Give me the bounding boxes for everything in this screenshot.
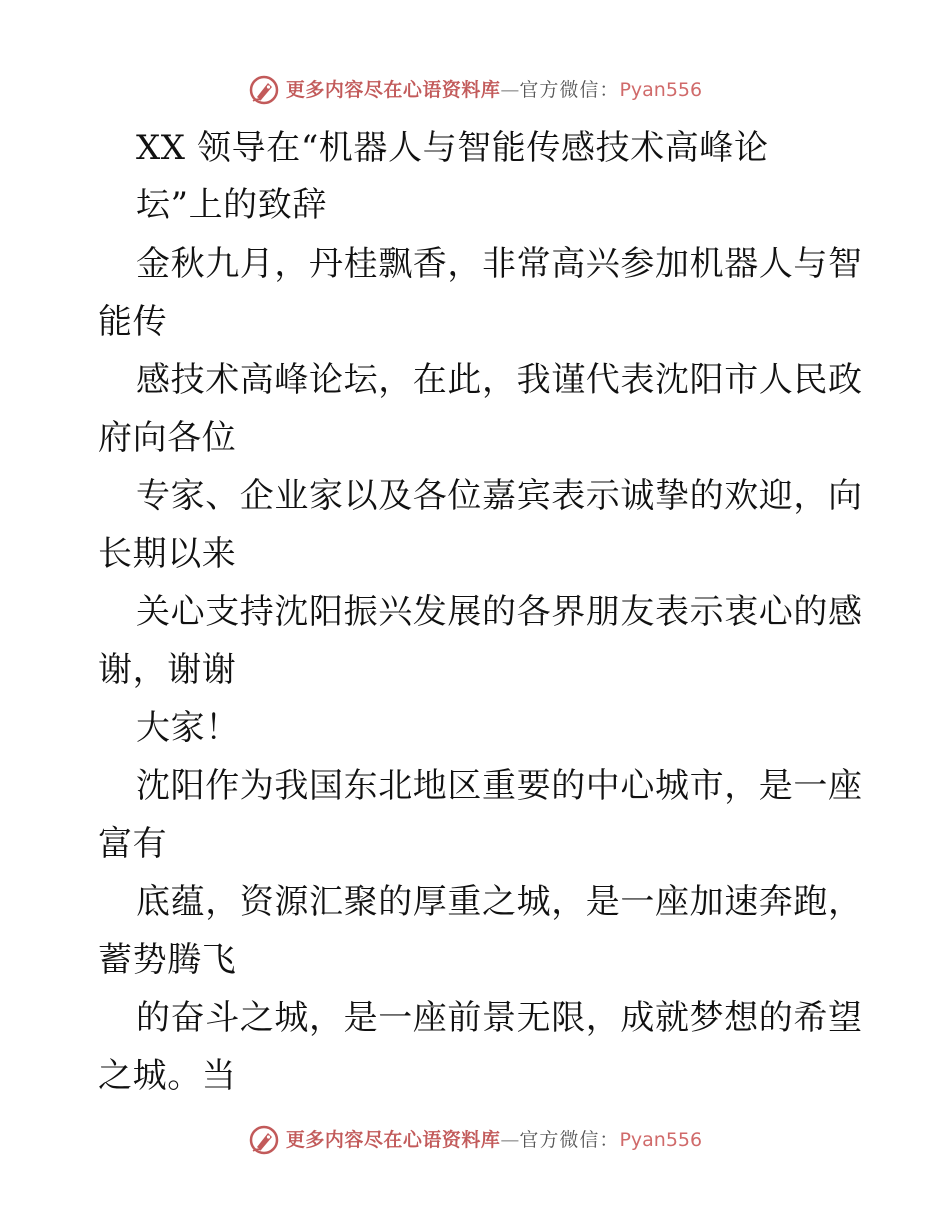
paragraph-line: 府向各位 [98, 418, 237, 458]
paragraph-line: 大家！ [136, 708, 240, 748]
paragraph-line: 富有 [98, 824, 168, 864]
watermark-official-label: 官方微信： [519, 78, 620, 101]
paragraph-line: 感技术高峰论坛，在此，我谨代表沈阳市人民政 [136, 360, 863, 400]
document-title-line-1: XX 领导在“机器人与智能传感技术高峰论 [136, 128, 769, 168]
watermark-wechat-id: Pyan556 [619, 1128, 703, 1151]
paragraph-line: 的奋斗之城，是一座前景无限，成就梦想的希望 [136, 998, 863, 1038]
footer-watermark [0, 1120, 950, 1160]
paragraph-line: 之城。当 [98, 1056, 237, 1096]
paragraph-line: 蓄势腾飞 [98, 940, 237, 980]
paragraph-line: 能传 [98, 302, 168, 342]
watermark-official-label: 官方微信： [519, 1128, 620, 1151]
watermark-main-text: 更多内容尽在心语资料库 [285, 78, 501, 101]
paragraph-line: 谢，谢谢 [98, 650, 237, 690]
watermark-dash: — [500, 78, 520, 101]
pen-nib-logo-icon [248, 1124, 280, 1156]
paragraph-line: 长期以来 [98, 534, 237, 574]
paragraph-line: 底蕴，资源汇聚的厚重之城，是一座加速奔跑， [136, 882, 863, 922]
pen-nib-logo-icon [248, 74, 280, 106]
watermark-wechat-id: Pyan556 [619, 78, 703, 101]
document-title-line-2: 坛”上的致辞 [136, 185, 327, 225]
watermark-dash: — [500, 1128, 520, 1151]
header-watermark [0, 70, 950, 110]
paragraph-line: 金秋九月，丹桂飘香，非常高兴参加机器人与智 [136, 244, 863, 284]
paragraph-line: 专家、企业家以及各位嘉宾表示诚挚的欢迎，向 [136, 476, 863, 516]
paragraph-line: 关心支持沈阳振兴发展的各界朋友表示衷心的感 [136, 592, 863, 632]
watermark-main-text: 更多内容尽在心语资料库 [285, 1128, 501, 1151]
paragraph-line: 沈阳作为我国东北地区重要的中心城市，是一座 [136, 766, 863, 806]
